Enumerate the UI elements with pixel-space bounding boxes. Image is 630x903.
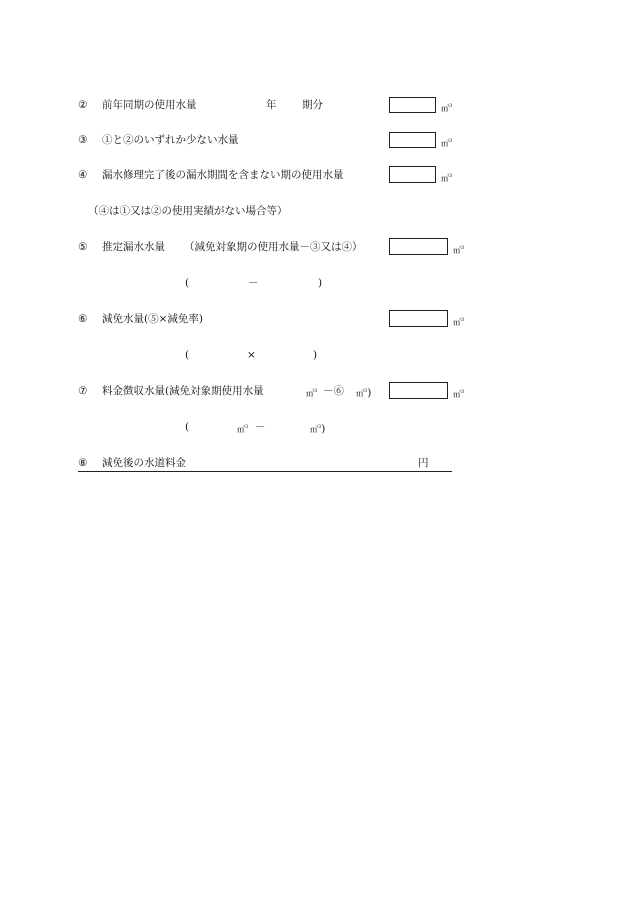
row5-label: 推定漏水水量	[102, 241, 165, 253]
row7-label: 料金徴収水量(減免対象期使用水量	[102, 385, 264, 397]
row5-number: ⑤	[78, 241, 88, 253]
row8-fee-underline	[78, 471, 452, 472]
row4-number: ④	[78, 169, 88, 181]
row6-label: 減免水量(⑤×減免率)	[102, 313, 203, 325]
row7-unit-a: ㎥$^3$	[306, 388, 318, 398]
row2-number: ②	[78, 99, 88, 111]
row8-yen-label: 円	[418, 457, 429, 469]
row6-number: ⑥	[78, 313, 88, 325]
row7-calc-open: (	[185, 421, 190, 433]
row5-unit: ㎥$^3$	[453, 245, 465, 255]
row5-calc-close: )	[318, 277, 323, 289]
row2-unit: ㎥$^3$	[441, 103, 453, 113]
row7-calc-operator: －	[255, 421, 266, 433]
row7-unit-b: ㎥$^3$)	[356, 387, 372, 399]
row5-calc-operator: －	[248, 277, 259, 289]
row3-label: ①と②のいずれか少ない水量	[102, 134, 239, 146]
row6-calc-open: (	[185, 349, 190, 361]
row6-calc-operator: ×	[247, 349, 256, 361]
row3-unit: ㎥$^3$	[441, 138, 453, 148]
row7-calc-unit-b: ㎥$^3$)	[310, 423, 326, 435]
row7-calc-unit-a: ㎥$^3$	[237, 424, 249, 434]
row2-year-label: 年	[266, 99, 277, 111]
row2-volume-box[interactable]	[389, 97, 436, 113]
row6-volume-box[interactable]	[389, 310, 448, 327]
row8-number: ⑧	[78, 457, 88, 469]
row4-volume-box[interactable]	[389, 166, 436, 183]
row7-minus-six: －⑥	[323, 385, 344, 397]
row4-label: 漏水修理完了後の漏水期間を含まない期の使用水量	[102, 169, 344, 181]
row8-label: 減免後の水道料金	[102, 457, 186, 469]
row6-calc-close: )	[313, 349, 318, 361]
row3-volume-box[interactable]	[389, 132, 436, 148]
row6-unit: ㎥$^3$	[453, 317, 465, 327]
row2-period-label: 期分	[302, 99, 323, 111]
row5-calc-open: (	[185, 277, 190, 289]
row5-volume-box[interactable]	[389, 238, 448, 255]
row2-label: 前年同期の使用水量	[102, 99, 197, 111]
row7-volume-box[interactable]	[389, 382, 448, 399]
row5-formula: （減免対象期の使用水量－③又は④）	[184, 241, 363, 253]
row4-unit: ㎥$^3$	[441, 173, 453, 183]
row7-unit: ㎥$^3$	[453, 389, 465, 399]
row4-note: （④は①又は②の使用実績がない場合等）	[88, 205, 288, 217]
row3-number: ③	[78, 134, 88, 146]
row7-number: ⑦	[78, 385, 88, 397]
